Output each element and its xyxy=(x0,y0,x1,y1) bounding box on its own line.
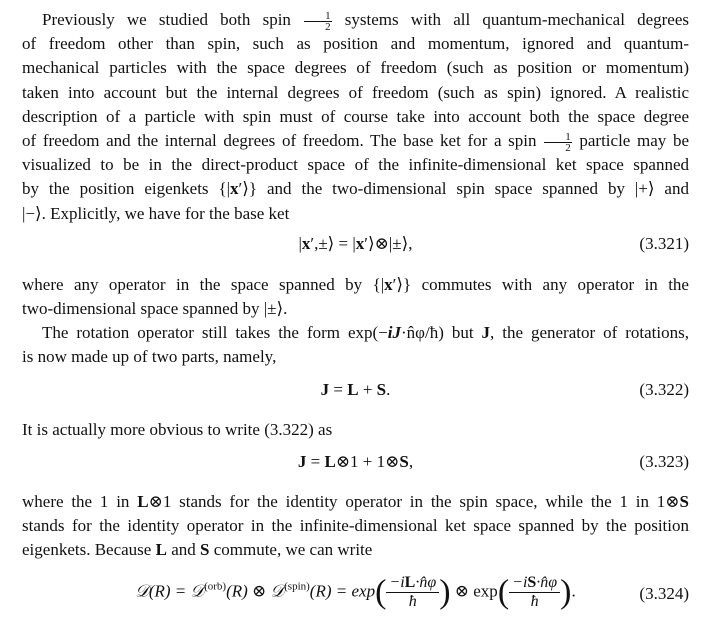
equation-expression: |x′,±⟩ = |x′⟩⊗|±⟩, xyxy=(298,234,413,253)
equation-3-323 xyxy=(22,452,689,482)
paragraph-rotation-operator xyxy=(22,321,689,345)
fraction-orbital: $\frac{-iL\cdot n̂\varphi}{ħ}$ xyxy=(386,574,439,611)
equation-expression: J = L + S. xyxy=(320,380,391,399)
text-line: where the 1 in L⊗1 stands for the identity operator in the spin space, while the 1 in 1⊗S xyxy=(22,492,689,511)
text-line: where any operator in the space spanned by {|x′⟩} commutes with any operator in the xyxy=(22,275,689,294)
paragraph-rewrite xyxy=(22,418,689,442)
text-line: of freedom other than spin, such as position and momentum, ignored and quantum- xyxy=(22,34,689,54)
paragraph-identity-operator-end xyxy=(22,538,689,562)
text-line: mechanical particles with the space degrees of freedom (such as position or momentum) xyxy=(22,58,689,78)
text-line: description of a particle with spin must of course take into account both the space degree xyxy=(22,106,689,126)
text-line: visualized to be in the direct-product space of the infinite-dimensional ket space spanned xyxy=(22,155,689,175)
text-line: systems with all quantum-mechanical degrees xyxy=(344,10,690,29)
text-line: The rotation operator still takes the form exp(−iJ·n̂φ/ħ) but J, the generator of rotations, xyxy=(42,323,689,342)
equation-number: (3.323) xyxy=(639,452,689,471)
paragraph-base-ket-intro xyxy=(22,202,689,226)
equation-3-321 xyxy=(22,234,689,264)
paragraph-commuting-operators-end xyxy=(22,297,689,321)
text-line: is now made up of two parts, namely, xyxy=(22,347,277,366)
paragraph-commuting-operators xyxy=(22,273,689,297)
equation-number: (3.321) xyxy=(639,234,689,253)
text-line: eigenkets. Because L and S commute, we can write xyxy=(22,540,373,559)
paragraph-rotation-operator-end xyxy=(22,345,689,369)
equation-3-324 xyxy=(22,572,689,616)
paragraph-identity-operator xyxy=(22,490,689,538)
text-line: |−⟩. Explicitly, we have for the base ket xyxy=(22,204,290,223)
fraction-one-half: $\frac{1}{2}$ xyxy=(544,132,572,153)
text-line: stands for the identity operator in the infinite-dimensional ket space spanned by the position xyxy=(22,516,689,536)
text-line: It is actually more obvious to write (3.322) as xyxy=(22,420,333,439)
paragraph-spin-systems xyxy=(22,8,689,202)
text-line: taken into account but the internal degrees of freedom (such as spin) ignored. A realistic xyxy=(22,82,689,102)
equation-expression: 𝒟(R) = 𝒟$^{(orb)}$(R) ⊗ 𝒟$^{(spin)}$(R) = exp( $\frac{-iL\cdot n̂\varphi}{ħ}$ ) ⊗ exp( $\frac{-iS\cdot n̂\varphi}{ħ}$ ). xyxy=(135,573,576,611)
fraction-one-half: $\frac{1}{2}$ xyxy=(304,11,332,32)
text-line: particle may be xyxy=(579,131,689,151)
equation-number: (3.322) xyxy=(639,380,689,399)
text-line: Previously we studied both spin xyxy=(42,10,291,29)
equation-3-322 xyxy=(22,380,689,410)
text-line: two-dimensional space spanned by |±⟩. xyxy=(22,299,288,318)
text-line: by the position eigenkets {|x′⟩} and the two-dimensional spin space spanned by |+⟩ and xyxy=(22,179,689,199)
fraction-spin: $\frac{-iS\cdot n̂\varphi}{ħ}$ xyxy=(509,574,560,611)
equation-number: (3.324) xyxy=(639,584,689,603)
text-line: of freedom and the internal degrees of freedom. The base ket for a spin xyxy=(22,131,537,151)
equation-expression: J = L⊗1 + 1⊗S, xyxy=(297,452,414,471)
